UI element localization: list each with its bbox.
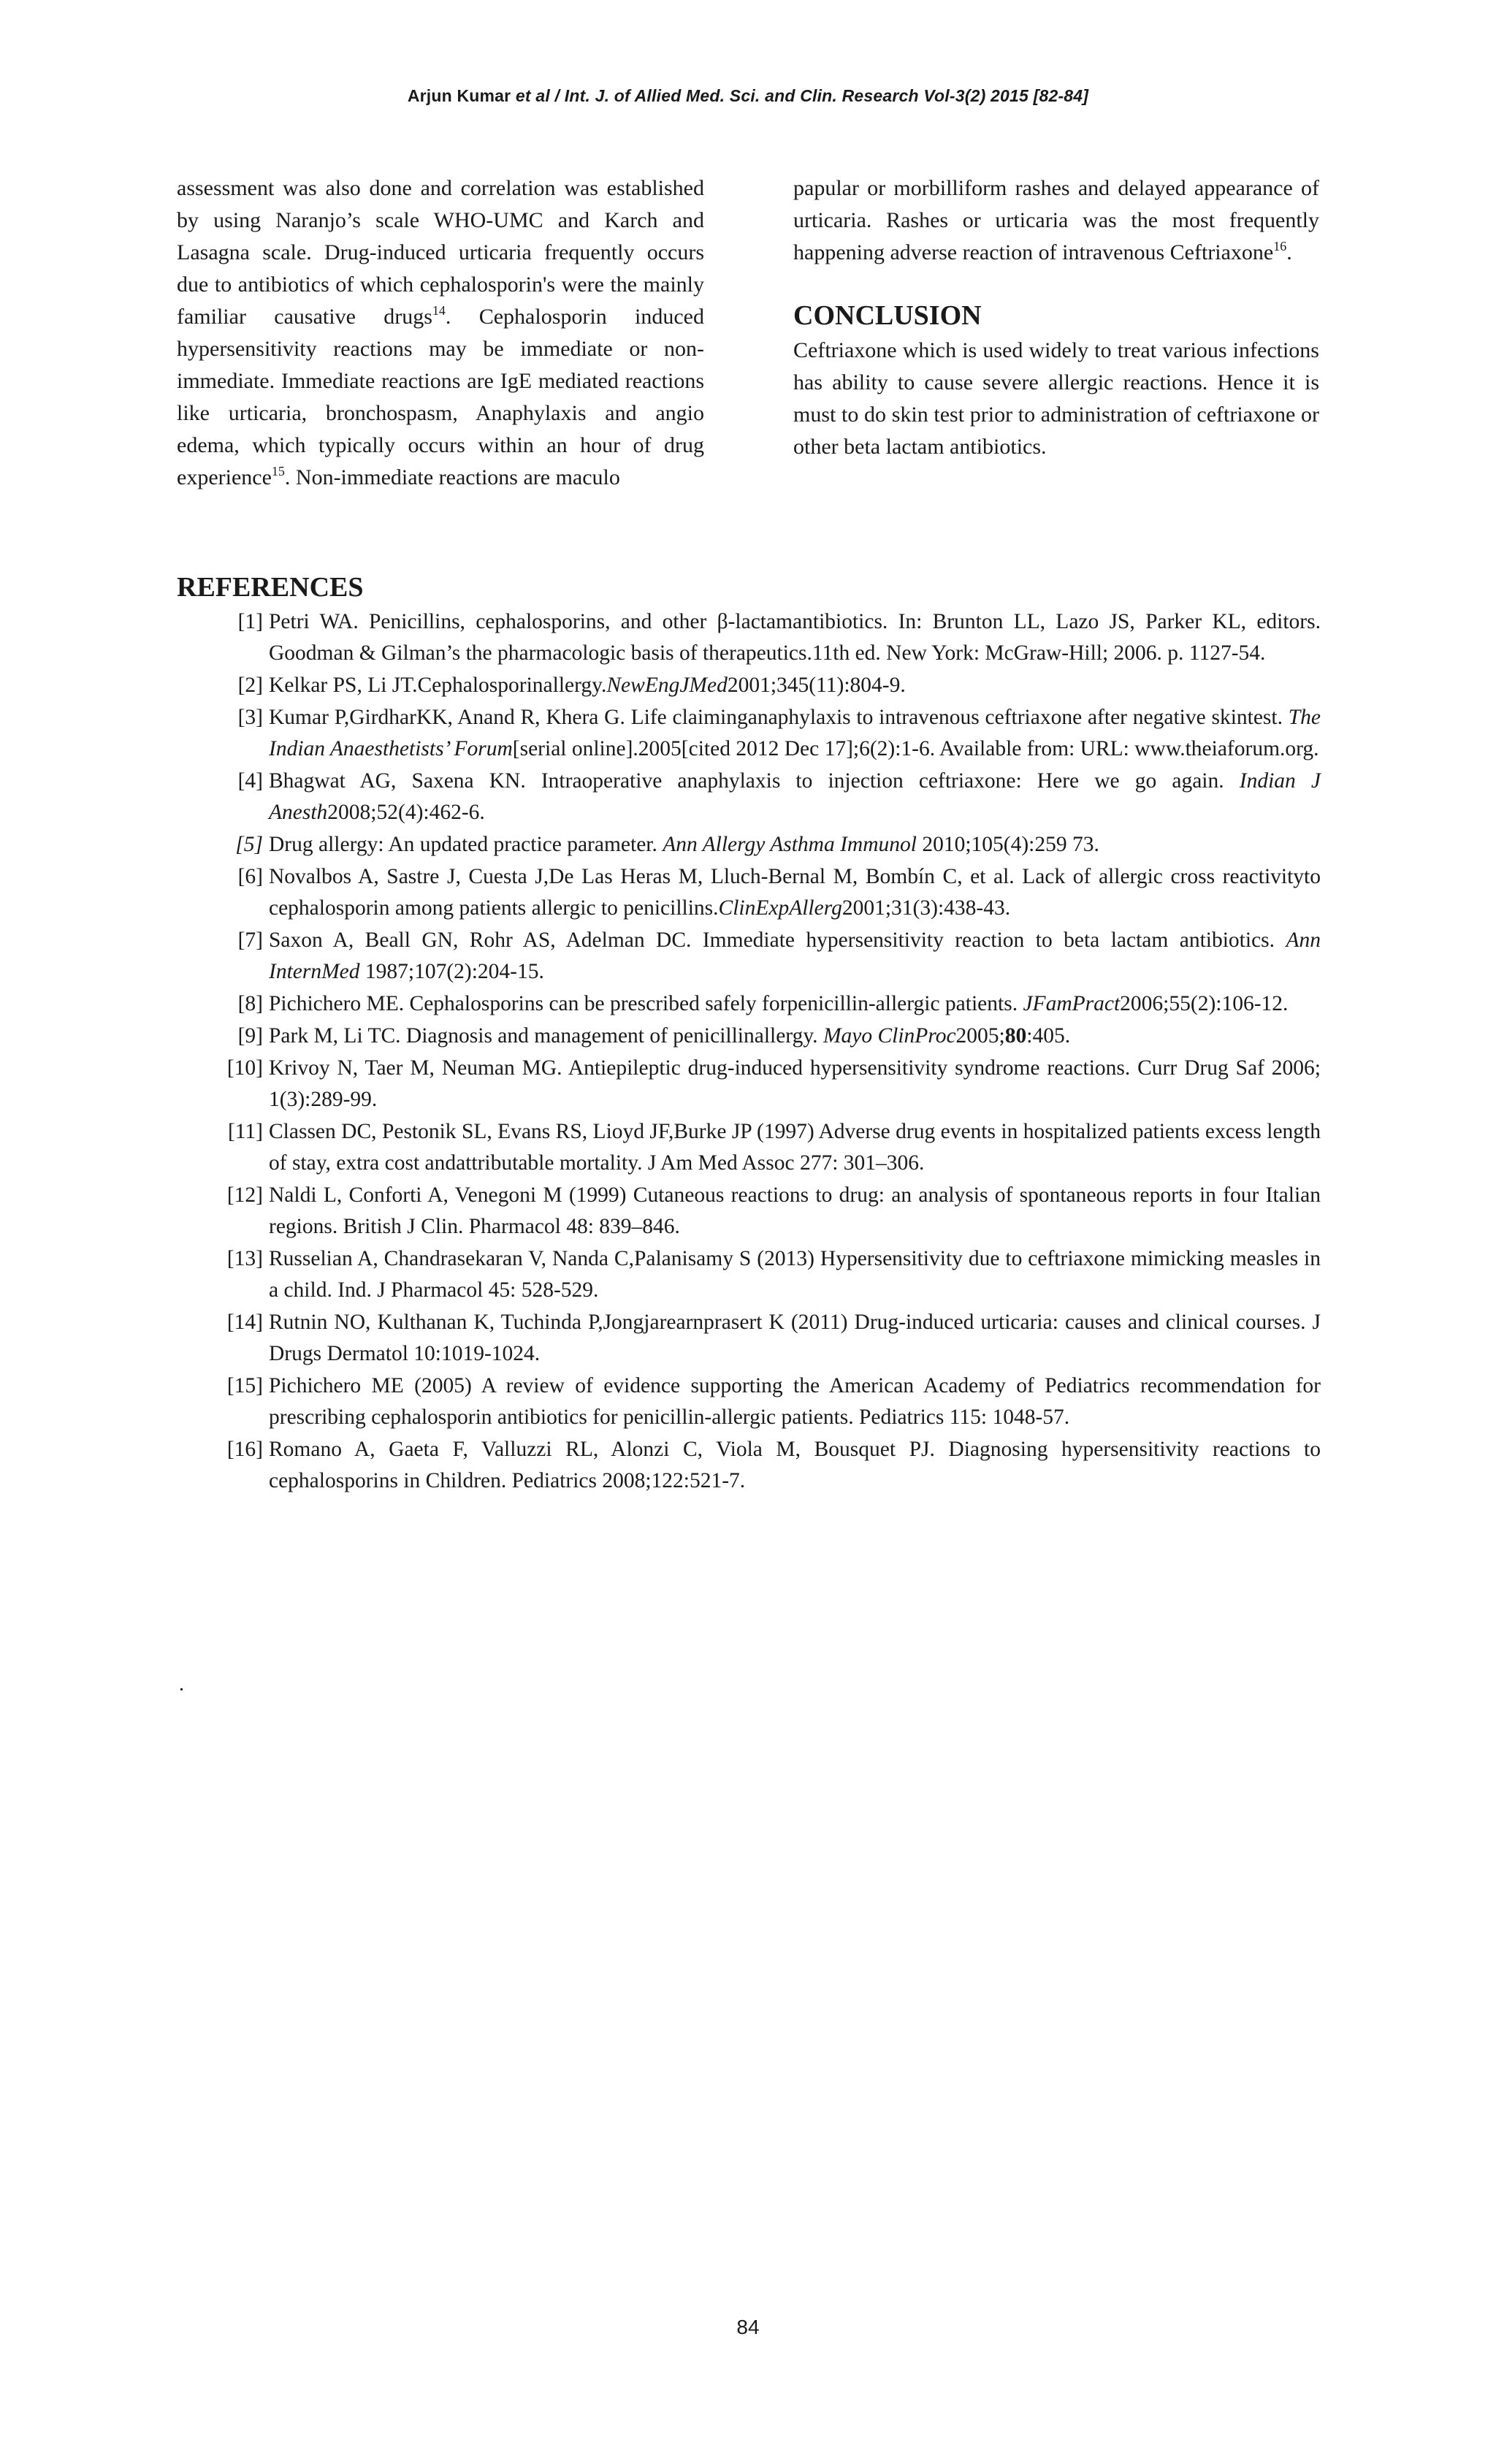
reference-text-part: Park M, Li TC. Diagnosis and management of penicillinallergy. xyxy=(269,1024,823,1048)
reference-item xyxy=(177,606,1321,669)
reference-number: [2] xyxy=(237,674,263,697)
running-header xyxy=(0,86,1496,106)
reference-number: [15] xyxy=(226,1374,263,1397)
reference-text-part: Drug allergy: An updated practice parameter. xyxy=(269,833,663,856)
reference-item xyxy=(177,1053,1321,1115)
reference-number: [10] xyxy=(226,1056,263,1080)
reference-text xyxy=(266,1053,1321,1115)
left-paragraph xyxy=(177,172,704,494)
reference-text xyxy=(266,861,1321,924)
reference-item xyxy=(177,861,1321,924)
reference-item xyxy=(177,1307,1321,1370)
reference-text xyxy=(266,766,1321,828)
reference-number: [13] xyxy=(226,1247,263,1270)
references-section xyxy=(177,571,1321,1498)
reference-text xyxy=(266,1243,1321,1306)
reference-item xyxy=(177,1180,1321,1243)
right-paragraph xyxy=(793,172,1319,269)
reference-text-part: Indian J Anesth xyxy=(269,769,1321,824)
reference-text-part: 2001;345(11):804-9. xyxy=(727,674,906,697)
reference-number: [8] xyxy=(237,992,263,1015)
page-number: 84 xyxy=(736,2316,760,2338)
reference-number: [11] xyxy=(227,1120,263,1143)
reference-text-part: Pichichero ME. Cephalosporins can be prescribed safely forpenicillin-allergic patients. xyxy=(269,992,1023,1015)
left-column xyxy=(177,172,704,494)
reference-text-part: JFamPract xyxy=(1023,992,1121,1015)
reference-text-part: Bhagwat AG, Saxena KN. Intraoperative anaphylaxis to injection ceftriaxone: Here we go again. xyxy=(269,769,1240,793)
reference-text-part: :405. xyxy=(1026,1024,1071,1048)
reference-text-part: Rutnin NO, Kulthanan K, Tuchinda P,Jongjarearnprasert K (2011) Drug-induced urticaria: causes and clinical courses. J Drugs Dermatol 10:1019-1024. xyxy=(269,1311,1321,1365)
reference-number: [7] xyxy=(237,928,263,952)
reference-text-part: 1987;107(2):204-15. xyxy=(359,960,544,983)
left-text-2: . Cephalosporin induced hypersensitivity reactions may be immediate or non-immediate. Immediate reactions are IgE mediated reactions like urticaria, bronchospasm, Anaphylaxis and angio edema, which typically occurs within an hour of drug experience xyxy=(177,305,704,489)
reference-item xyxy=(177,670,1321,701)
reference-text xyxy=(266,606,1321,669)
reference-item xyxy=(177,925,1321,988)
reference-text-part: Pichichero ME (2005) A review of evidence supporting the American Academy of Pediatrics recommendation for prescribing cephalosporin antibiotics for penicillin-allergic patients. Pediatrics 115: 1048-57. xyxy=(269,1374,1321,1429)
citation-16: 16 xyxy=(1273,239,1287,253)
reference-text-part: Krivoy N, Taer M, Neuman MG. Antiepileptic drug-induced hypersensitivity syndrome reactions. Curr Drug Saf 2006; 1(3):289-99. xyxy=(269,1056,1321,1111)
reference-text-part: Saxon A, Beall GN, Rohr AS, Adelman DC. Immediate hypersensitivity reaction to beta lactam antibiotics. xyxy=(269,928,1286,952)
reference-text-part: Novalbos A, Sastre J, Cuesta J,De Las Heras M, Lluch-Bernal M, Bombín C, et al. Lack of allergic cross reactivityto cephalosporin among patients allergic to penicillins. xyxy=(269,865,1321,920)
reference-item xyxy=(177,1021,1321,1052)
reference-number: [6] xyxy=(237,865,263,888)
right-column xyxy=(793,172,1319,463)
reference-text-part: 2005; xyxy=(955,1024,1005,1048)
reference-text xyxy=(266,829,1321,861)
references-heading: REFERENCES xyxy=(177,572,364,603)
reference-text xyxy=(266,1370,1321,1433)
reference-text-part: Ann Allergy Asthma Immunol xyxy=(663,833,917,856)
reference-text xyxy=(266,988,1321,1020)
reference-item xyxy=(177,1434,1321,1497)
conclusion-text: Ceftriaxone which is used widely to treat various infections has ability to cause severe allergic reactions. Hence it is must to do skin test prior to administration of ceftriaxone or other beta lactam antibiotics. xyxy=(793,338,1319,459)
citation-14: 14 xyxy=(432,303,446,318)
reference-text-part: Kumar P,GirdharKK, Anand R, Khera G. Life claiminganaphylaxis to intravenous ceftriaxone after negative skintest. xyxy=(269,706,1289,729)
reference-text xyxy=(266,925,1321,988)
reference-number: [5] xyxy=(235,833,263,856)
reference-text-part: Russelian A, Chandrasekaran V, Nanda C,Palanisamy S (2013) Hypersensitivity due to ceftriaxone mimicking measles in a child. Ind. J Pharmacol 45: 528-529. xyxy=(269,1247,1321,1302)
right-text-end: . xyxy=(1286,240,1292,264)
reference-item xyxy=(177,1116,1321,1179)
reference-text-part: 80 xyxy=(1004,1024,1027,1048)
reference-number: [14] xyxy=(226,1311,263,1334)
reference-text xyxy=(266,670,1321,701)
reference-text-part: 2008;52(4):462-6. xyxy=(327,801,485,824)
reference-text-part: ClinExpAllerg xyxy=(718,896,842,920)
reference-item xyxy=(177,988,1321,1020)
reference-text xyxy=(266,1434,1321,1497)
reference-text-part: Petri WA. Penicillins, cephalosporins, and other β-lactamantibiotics. In: Brunton LL, Lazo JS, Parker KL, editors. Goodman & Gilman’s the pharmacologic basis of therapeutics.11th ed. New York: McGraw-Hill; 2006. p. 1127-54. xyxy=(269,610,1321,665)
reference-text-part: 2006;55(2):106-12. xyxy=(1120,992,1289,1015)
reference-text xyxy=(266,1021,1321,1052)
reference-number: [12] xyxy=(226,1183,263,1207)
citation-15: 15 xyxy=(271,464,285,478)
reference-list xyxy=(177,606,1321,1497)
reference-text xyxy=(266,702,1321,765)
reference-text-part: 2001;31(3):438-43. xyxy=(842,896,1011,920)
reference-number: [9] xyxy=(237,1024,263,1048)
reference-text-part: [serial online].2005[cited 2012 Dec 17];6(2):1-6. Available from: URL: www.theiaforum.org. xyxy=(512,737,1319,760)
reference-text xyxy=(266,1116,1321,1179)
reference-number: [3] xyxy=(237,706,263,729)
right-text-1: papular or morbilliform rashes and delayed appearance of urticaria. Rashes or urticaria was the most frequently happening adverse reaction of intravenous Ceftriaxone xyxy=(793,176,1319,264)
reference-text-part: Ann InternMed xyxy=(269,928,1321,983)
header-etal: et al xyxy=(511,86,550,105)
reference-text-part: The Indian Anaesthetists’ Forum xyxy=(269,706,1321,760)
reference-item xyxy=(177,766,1321,828)
reference-text-part: Mayo ClinProc xyxy=(823,1024,956,1048)
reference-text xyxy=(266,1307,1321,1370)
reference-number: [4] xyxy=(237,769,263,793)
reference-text-part: 2010;105(4):259 73. xyxy=(916,833,1099,856)
reference-number: [1] xyxy=(237,610,263,633)
header-journal: / Int. J. of Allied Med. Sci. and Clin. Research Vol-3(2) 2015 [82-84] xyxy=(549,86,1089,105)
reference-item xyxy=(177,829,1321,861)
reference-text-part: Kelkar PS, Li JT.Cephalosporinallergy. xyxy=(269,674,607,697)
header-authors: Arjun Kumar xyxy=(407,86,511,105)
reference-text xyxy=(266,1180,1321,1243)
reference-number: [16] xyxy=(226,1438,263,1461)
reference-item xyxy=(177,1243,1321,1306)
reference-item xyxy=(177,1370,1321,1433)
reference-text-part: NewEngJMed xyxy=(606,674,728,697)
reference-item xyxy=(177,702,1321,765)
reference-text-part: Naldi L, Conforti A, Venegoni M (1999) Cutaneous reactions to drug: an analysis of spontaneous reports in four Italian regions. British J Clin. Pharmacol 48: 839–846. xyxy=(269,1183,1321,1238)
left-text-3: . Non-immediate reactions are maculo xyxy=(284,465,620,489)
conclusion-heading: CONCLUSION xyxy=(793,300,982,331)
left-text-1: assessment was also done and correlation was established by using Naranjo’s scale WHO-UMC and Karch and Lasagna scale. Drug-induced urticaria frequently occurs due to antibiotics of which cephalosporin's were the mainly familiar causative drugs xyxy=(177,176,704,329)
reference-text-part: Romano A, Gaeta F, Valluzzi RL, Alonzi C, Viola M, Bousquet PJ. Diagnosing hypersensitivity reactions to cephalosporins in Children. Pediatrics 2008;122:521-7. xyxy=(269,1438,1321,1492)
stray-mark: . xyxy=(179,1673,184,1696)
reference-text-part: Classen DC, Pestonik SL, Evans RS, Lioyd JF,Burke JP (1997) Adverse drug events in hospitalized patients excess length of stay, extra cost andattributable mortality. J Am Med Assoc 277: 301–306. xyxy=(269,1120,1321,1175)
